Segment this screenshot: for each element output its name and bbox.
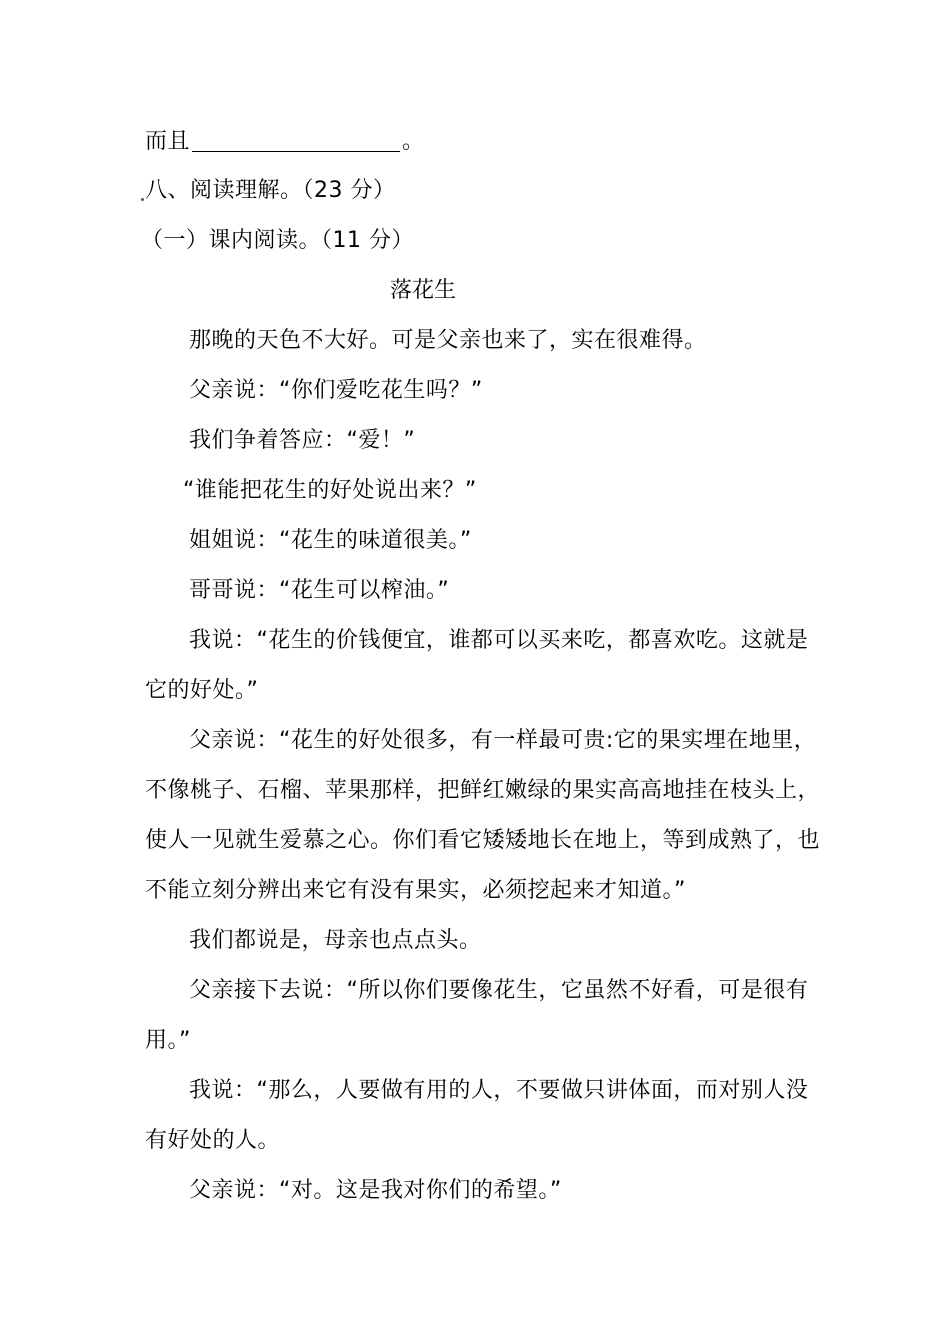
passage-line: 父亲接下去说：“所以你们要像花生，它虽然不好看，可是很有	[189, 978, 809, 1003]
passage-line: 使人一见就生爱慕之心。你们看它矮矮地长在地上，等到成熟了，也	[145, 828, 821, 853]
fill-prefix: 而且	[145, 129, 191, 154]
section-heading: 八、阅读理解。（23 分）	[145, 178, 396, 203]
passage-line: 有好处的人。	[145, 1128, 281, 1153]
passage-line: 我们都说是，母亲也点点头。	[189, 928, 482, 953]
passage-line: 哥哥说：“花生可以榨油。”	[189, 578, 450, 603]
passage-line: 我说：“那么，人要做有用的人，不要做只讲体面，而对别人没	[189, 1078, 809, 1103]
fill-in-line	[145, 127, 815, 157]
passage-line: 不像桃子、石榴、苹果那样，把鲜红嫩绿的果实高高地挂在枝头上，	[145, 778, 821, 803]
passage-line: 父亲说：“对。这是我对你们的希望。”	[189, 1178, 562, 1203]
passage-line: 那晚的天色不大好。可是父亲也来了，实在很难得。	[189, 328, 707, 353]
passage-title: 落花生	[389, 278, 456, 303]
answer-blank[interactable]	[192, 129, 400, 152]
passage-line: 我说：“花生的价钱便宜，谁都可以买来吃，都喜欢吃。这就是	[189, 628, 809, 653]
passage-line: 父亲说：“花生的好处很多，有一样最可贵:它的果实埋在地里，	[189, 728, 817, 753]
passage-line: “谁能把花生的好处说出来？”	[183, 478, 477, 503]
subsection-heading: （一）课内阅读。（11 分）	[141, 228, 414, 253]
passage-line: 它的好处。”	[145, 678, 259, 703]
fill-suffix: 。	[402, 129, 425, 154]
passage-line: 我们争着答应：“爱！”	[189, 428, 416, 453]
passage-line: 姐姐说：“花生的味道很美。”	[189, 528, 472, 553]
passage-line: 不能立刻分辨出来它有没有果实，必须挖起来才知道。”	[145, 878, 686, 903]
passage-line: 用。”	[145, 1028, 191, 1053]
passage-line: 父亲说：“你们爱吃花生吗？”	[189, 378, 483, 403]
stray-dot	[141, 198, 144, 201]
